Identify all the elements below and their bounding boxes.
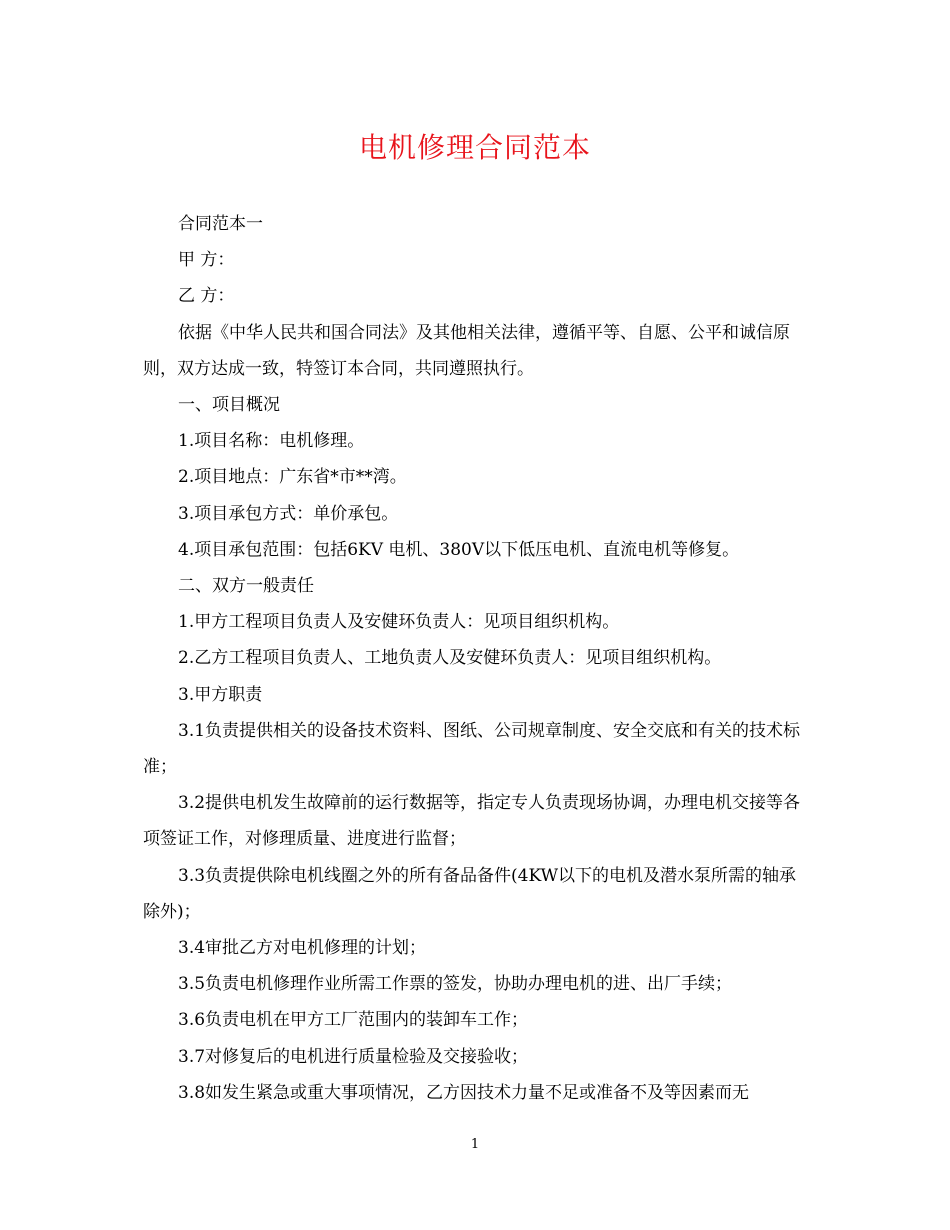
section-heading: 二、双方一般责任 (178, 576, 314, 597)
subsection-heading: 3.甲方职责 (178, 684, 263, 705)
paragraph: 1.甲方工程项目负责人及安健环负责人：见项目组织机构。 (178, 612, 620, 633)
paragraph: 3.项目承包方式：单价承包。 (178, 503, 399, 524)
paragraph: 乙 方： (178, 286, 235, 307)
paragraph: 3.8如发生紧急或重大事项情况，乙方因技术力量不足或准备不及等因素而无 (178, 1082, 750, 1103)
section-heading: 一、项目概况 (178, 395, 280, 416)
paragraph: 3.1负责提供相关的设备技术资料、图纸、公司规章制度、安全交底和有关的技术标准； (143, 720, 801, 778)
paragraph: 合同范本一 (178, 214, 263, 234)
page-number: 1 (470, 1137, 480, 1152)
paragraph: 3.5负责电机修理作业所需工作票的签发，协助办理电机的进、出厂手续； (178, 974, 733, 995)
paragraph: 2.乙方工程项目负责人、工地负责人及安健环负责人：见项目组织机构。 (178, 648, 722, 669)
paragraph: 3.6负责电机在甲方工厂范围内的装卸车工作； (178, 1010, 529, 1031)
paragraph: 4.项目承包范围：包括6KV 电机、380V以下低压电机、直流电机等修复。 (178, 539, 740, 560)
paragraph: 3.3负责提供除电机线圈之外的所有备品备件(4KW以下的电机及潜水泵所需的轴承除外)； (143, 865, 797, 922)
document-title: 电机修理合同范本 (358, 131, 591, 164)
paragraph: 3.7对修复后的电机进行质量检验及交接验收； (178, 1046, 529, 1067)
paragraph: 甲 方： (178, 250, 235, 271)
paragraph: 3.4审批乙方对电机修理的计划； (178, 938, 427, 959)
document-body (143, 206, 811, 1111)
paragraph: 依据《中华人民共和国合同法》及其他相关法律，遵循平等、自愿、公平和诚信原则，双方达成一致，特签订本合同，共同遵照执行。 (143, 322, 790, 379)
paragraph: 1.项目名称：电机修理。 (178, 431, 365, 452)
paragraph: 3.2提供电机发生故障前的运行数据等，指定专人负责现场协调，办理电机交接等各项签证工作，对修理质量、进度进行监督； (143, 793, 801, 850)
paragraph: 2.项目地点：广东省*市**湾。 (178, 467, 407, 488)
